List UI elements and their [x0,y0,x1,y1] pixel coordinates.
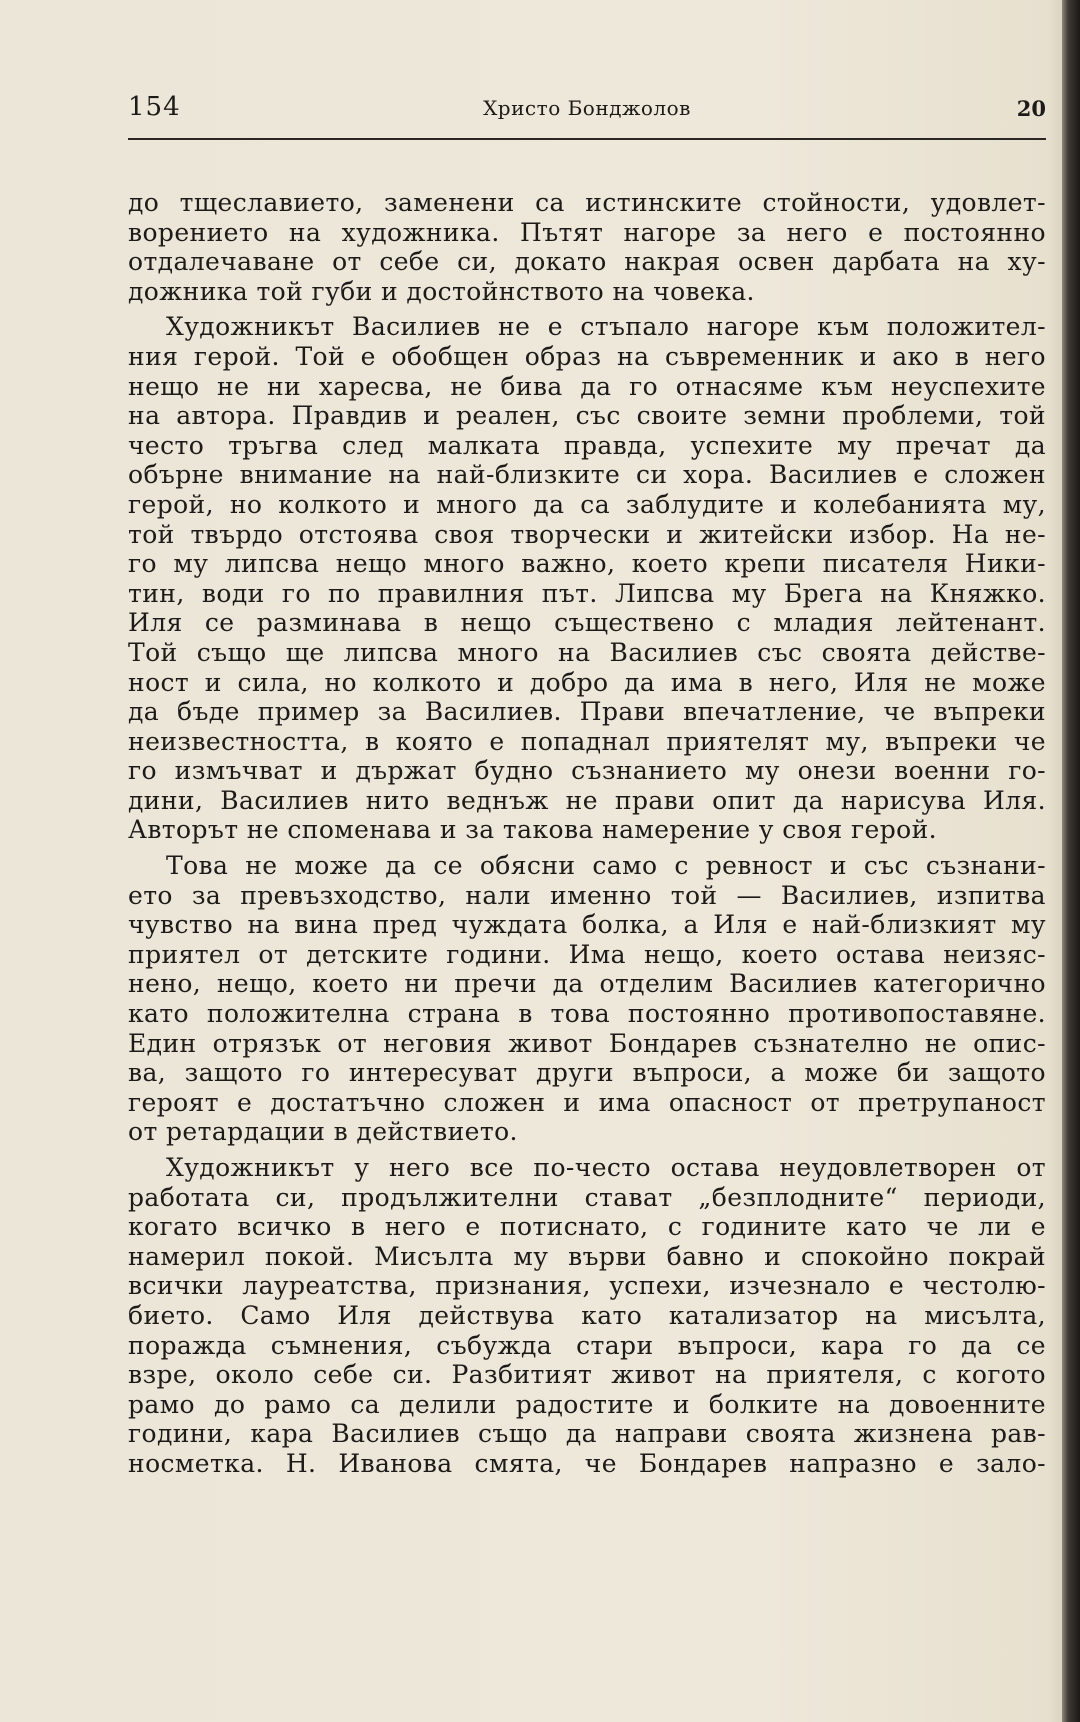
text-line: ворението на художника. Пътят нагоре за него е постоянно [128,217,1046,247]
text-line: героят е достатъчно сложен и има опасност от претрупаност [128,1087,1046,1117]
text-line: Той също ще липсва много на Василиев със своята действе- [128,637,1046,667]
text-line: той твърдо отстоява своя творчески и житейски избор. На не- [128,519,1046,549]
text-line: от ретардации в действието. [128,1117,518,1147]
printer-signature-mark: 20 [1016,96,1046,121]
paragraph [128,1153,1046,1479]
text-line: неизвестността, в която е попаднал приятелят му, въпреки че [128,726,1046,756]
text-line: герой, но колкото и много да са заблудите и колебанията му, [128,489,1046,519]
running-head-author: Христо Бонджолов [483,96,691,120]
text-line: носметка. Н. Иванова смята, че Бондарев напразно е зало- [128,1448,1046,1478]
text-line: Художникът у него все по-често остава неудовлетворен от [166,1153,1046,1182]
text-line: нено, нещо, което ни пречи да отделим Василиев категорично [128,969,1046,999]
text-line: тин, води го по правилния път. Липсва му Брега на Княжко. [128,578,1046,608]
text-line: ва, защото го интересуват други въпроси, а може би защото [128,1058,1046,1088]
text-line: ност и сила, но колкото и добро да има в него, Иля не може [128,667,1046,697]
body-text [128,188,1046,1479]
text-line: Иля се разминава в нещо съществено с младия лейтенант. [128,608,1046,638]
book-binding-edge [1062,0,1080,1722]
text-line: дини, Василиев нито веднъж не прави опит да нарисува Иля. [128,785,1046,815]
text-line: намерил покой. Мисълта му върви бавно и спокойно покрай [128,1241,1046,1271]
header-rule [128,138,1046,140]
text-line: Художникът Василиев не е стъпало нагоре към положител- [166,312,1046,342]
text-line: често тръгва след малката правда, успехите му пречат да [128,430,1046,460]
text-line: години, кара Василиев също да направи своята жизнена рав- [128,1419,1046,1449]
text-line: ния герой. Той е обобщен образ на съвременник и ако в него [128,341,1046,371]
text-line: ето за превъзходство, нали именно той — Василиев, изпитва [128,880,1046,910]
text-line: взре, около себе си. Разбитият живот на приятеля, с когото [128,1360,1046,1390]
text-line: когато всичко в него е потиснато, с годините като че ли е [128,1212,1046,1242]
text-line: приятел от детските години. Има нещо, което остава неизяс- [128,939,1046,969]
paragraph [128,851,1046,1147]
page-number: 154 [128,92,181,122]
text-line: го му липсва нещо много важно, което крепи писателя Ники- [128,549,1046,579]
text-line: като положителна страна в това постоянно противопоставяне. [128,999,1046,1029]
paragraph [128,188,1046,306]
text-line: всички лауреатства, признания, успехи, изчезнало е честолю- [128,1271,1046,1301]
text-line: нещо не ни харесва, не бива да го отнасяме към неуспехите [128,371,1046,401]
text-line: на автора. Правдив и реален, със своите земни проблеми, той [128,401,1046,431]
paragraph [128,312,1046,845]
text-line: обърне внимание на най-близките си хора. Василиев е сложен [128,460,1046,490]
text-line: го измъчват и държат будно съзнанието му онези военни го- [128,756,1046,786]
text-line: отдалечаване от себе си, докато накрая освен дарбата на ху- [128,247,1046,277]
text-line: Това не може да се обясни само с ревност и със съзнани- [166,851,1046,881]
text-line: поражда съмнения, събужда стари въпроси, кара го да се [128,1330,1046,1360]
text-line: Авторът не споменава и за такова намерение у своя герой. [128,815,937,845]
text-line: работата си, продължителни стават „безплодните“ периоди, [128,1182,1046,1212]
text-line: рамо до рамо са делили радостите и болките на довоенните [128,1389,1046,1419]
text-line: до тщеславието, заменени са истинските стойности, удовлет- [128,188,1046,217]
text-line: дожника той губи и достойнството на човека. [128,276,755,306]
text-line: чувство на вина пред чуждата болка, а Иля е най-близкият му [128,910,1046,940]
page-header [128,88,1046,134]
text-line: Един отрязък от неговия живот Бондарев съзнателно не опис- [128,1028,1046,1058]
text-line: да бъде пример за Василиев. Прави впечатление, че въпреки [128,697,1046,727]
text-line: бието. Само Иля действува като катализатор на мисълта, [128,1300,1046,1330]
